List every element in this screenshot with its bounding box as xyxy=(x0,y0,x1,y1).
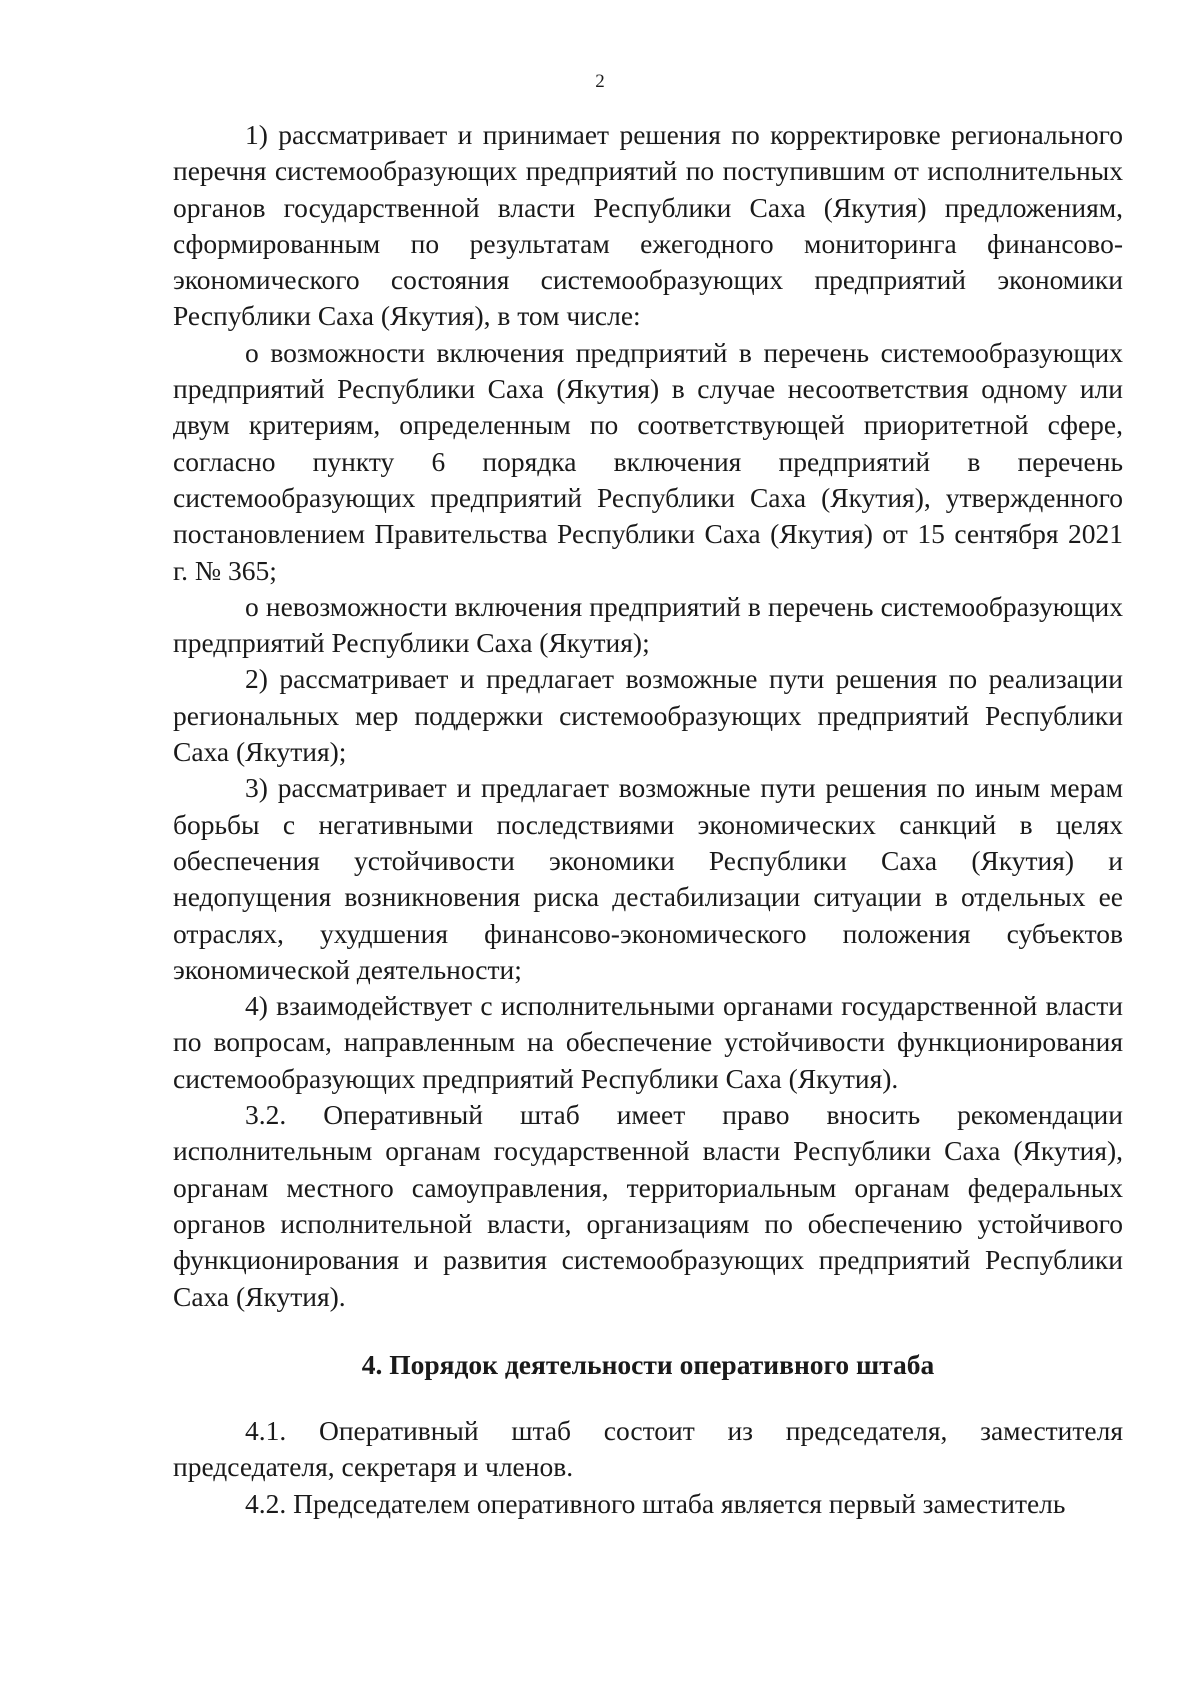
paragraph-item-2: 2) рассматривает и предлагает возможные пути решения по реализации региональных мер поддержки системообразующих предприятий Республики Саха (Якутия); xyxy=(173,663,1123,768)
paragraph-subitem-impossibility: о невозможности включения предприятий в перечень системообразующих предприятий Республики Саха (Якутия); xyxy=(173,590,1123,659)
paragraph-item-4: 4) взаимодействует с исполнительными органами государственной власти по вопросам, направленным на обеспечение устойчивости функционирования системообразующих предприятий Республики Саха (Якутия). xyxy=(173,990,1123,1094)
paragraph-4-2: 4.2. Председателем оперативного штаба является первый заместитель xyxy=(245,1487,1066,1519)
paragraph-item-3: 3) рассматривает и предлагает возможные пути решения по иным мерам борьбы с негативными последствиями экономических санкций в целях обеспечения устойчивости экономики Республики Саха (Якутия) и недопущения возникновения риска дестабилизации ситуации в отдельных ее отраслях, ухудшения финансово-экономического положения субъектов экономической деятельности; xyxy=(173,772,1123,985)
section-heading: 4. Порядок деятельности оперативного штаба xyxy=(361,1348,935,1380)
paragraph-4-1: 4.1. Оперативный штаб состоит из председателя, заместителя председателя, секретаря и членов. xyxy=(173,1415,1123,1483)
document-body xyxy=(173,117,1123,1522)
paragraph-item-1: 1) рассматривает и принимает решения по корректировке регионального перечня системообразующих предприятий по поступившим от исполнительных органов государственной власти Республики Саха (Якутия) предложениям, сформированным по результатам ежегодного мониторинга финансово-экономического состояния системообразующих предприятий экономики Республики Саха (Якутия), в том числе: xyxy=(173,119,1123,332)
paragraph-subitem-possibility: о возможности включения предприятий в перечень системообразующих предприятий Республики Саха (Якутия) в случае несоответствия одному или двум критериям, определенным по соответствующей приоритетной сфере, согласно пункту 6 порядка включения предприятий в перечень системообразующих предприятий Республики Саха (Якутия), утвержденного постановлением Правительства Республики Саха (Якутия) от 15 сентября 2021 г. № 365; xyxy=(173,336,1123,586)
paragraph-3-2: 3.2. Оперативный штаб имеет право вносить рекомендации исполнительным органам государственной власти Республики Саха (Якутия), органам местного самоуправления, территориальным органам федеральных органов исполнительной власти, организациям по обеспечению устойчивого функционирования и развития системообразующих предприятий Республики Саха (Якутия). xyxy=(173,1099,1123,1312)
page-number: 2 xyxy=(595,71,605,92)
